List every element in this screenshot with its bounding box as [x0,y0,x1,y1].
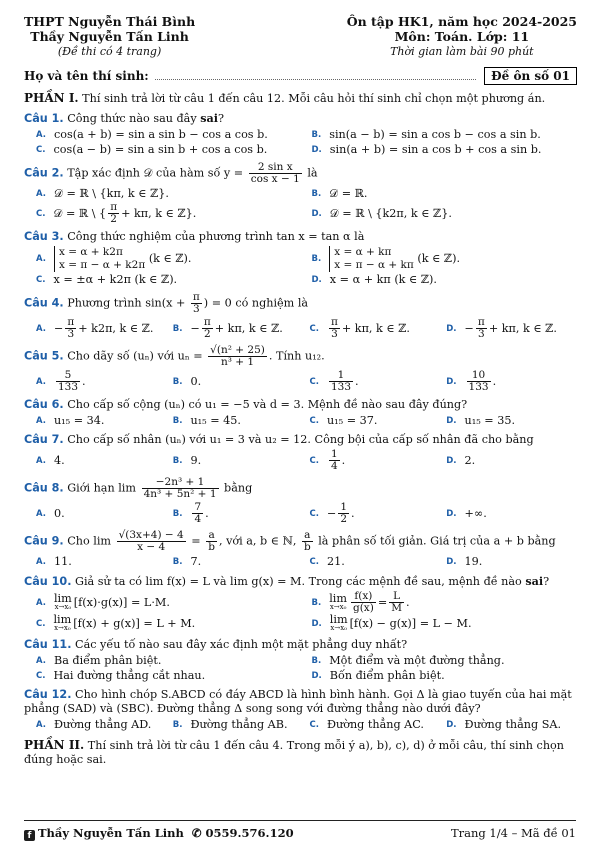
option-b[interactable]: B. − $\frac{\pi}{2}$ + kπ, k ∈ ℤ. [172,316,283,340]
part-2-instruction: PHẦN II. Thí sinh trả lời từ câu 1 đến câu 4. Trong mỗi ý a), b), c), d) ở mỗi câu, thí sinh chọn đúng hoặc sai. [24,738,564,766]
option-c[interactable]: C. $\frac{\pi}{3}$ + kπ, k ∈ ℤ. [309,316,410,340]
question-9-options [24,555,577,569]
option-c[interactable]: C. 𝒟 = ℝ \ { $\frac{\pi}{2}$ + kπ, k ∈ ℤ}. [36,201,197,225]
footer-author: f Thầy Nguyễn Tấn Linh ✆ 0559.576.120 [24,826,294,841]
name-label: Họ và tên thí sinh: [24,69,149,83]
option-a[interactable]: A. 11. [36,555,72,568]
name-field[interactable] [155,69,476,80]
option-d[interactable]: D. Bốn điểm phân biệt. [311,669,445,682]
option-c[interactable]: C. lim x→x₀ [f(x) + g(x)] = L + M. [36,613,196,632]
option-b[interactable]: B. sin(a − b) = sin a cos b − cos a sin b. [311,128,541,141]
question-8-options [24,502,577,525]
option-a[interactable]: A. cos(a + b) = sin a sin b − cos a cos b. [36,128,268,141]
option-c[interactable]: C. Hai đường thẳng cắt nhau. [36,669,206,682]
question-6: Câu 6. Cho cấp số cộng (uₙ) có u₁ = −5 và d = 3. Mệnh đề nào sau đây đúng? A. u₁₅ = 34. B. u₁₅ = 45. C. u₁₅ = 37. D. u₁₅ = 35. [24,398,577,428]
option-a[interactable]: A. $\frac{5}{133}$ . [36,369,86,393]
question-11-options [24,654,577,683]
option-d[interactable]: D. $\frac{10}{133}$ . [446,369,497,393]
option-b[interactable]: B. Một điểm và một đường thẳng. [311,654,505,667]
option-d[interactable]: D. 19. [446,555,483,568]
question-8: Câu 8. Giới hạn lim $\frac{\text{−2n³ + 1}}{\text{4n³ + 5n² + 1}}$ bằng A. 0. B. $\frac{7}{4}$ . C. − $\frac{1}{2}$ . D. +∞. [24,477,577,525]
header-right [347,14,577,59]
option-d[interactable]: D. lim x→x₀ [f(x) − g(x)] = L − M. [311,613,472,632]
teacher-name: Thầy Nguyễn Tấn Linh [30,29,189,44]
part-1-instruction: PHẦN I. Thí sinh trả lời từ câu 1 đến câu 12. Mỗi câu hỏi thí sinh chỉ chọn một phương án. [24,91,546,105]
option-a[interactable]: A. 4. [36,453,65,467]
option-c[interactable]: C. $\frac{1}{133}$ . [309,369,359,393]
question-12: Câu 12. Cho hình chóp S.ABCD có đáy ABCD là hình bình hành. Gọi Δ là giao tuyến của hai mặt phẳng (SAD) và (SBC). Đường thẳng Δ song song với đường thẳng nào dưới đây? A. Đường thẳng AD. B. Đường thẳng AB. C. Đường thẳng AC. D. Đường thẳng SA. [24,688,577,732]
option-b[interactable]: B. lim x→x₀ $\frac{f(x)}{g(x)}$ = $\frac{L}{M}$ . [311,590,410,614]
option-d[interactable]: D. sin(a + b) = sin a cos b + cos a sin b. [311,143,542,156]
option-c[interactable]: C. x = ±α + k2π (k ∈ ℤ). [36,273,178,286]
pages-note: (Đề thi có 4 trang) [57,45,162,58]
option-b[interactable]: B. 7. [172,555,202,568]
footer [24,820,576,841]
question-3-options [24,246,577,287]
question-12-options [24,718,577,732]
question-10: Câu 10. Giả sử ta có lim f(x) = L và lim g(x) = M. Trong các mệnh đề sau, mệnh đề nào sai? A. lim x→x₀ [f(x)·g(x)] = L·M. B. lim x→x₀ $\frac{f(x)}{g(x)}$ = $\frac{L}{M}$ . C. lim x→x₀ [f(x) + g(x)] = L + M. D. lim x→x₀ [f(x) − g(x)] = L − M. [24,574,577,633]
option-a[interactable]: A. Đường thẳng AD. [36,718,152,731]
question-5-options [24,370,577,393]
option-a[interactable]: A. u₁₅ = 34. [36,414,105,427]
option-d[interactable]: D. u₁₅ = 35. [446,414,515,427]
phone-number: ✆ 0559.576.120 [191,826,294,840]
option-c[interactable]: C. $\frac{1}{4}$ . [309,448,346,472]
question-10-options [24,591,577,633]
question-1-options [24,128,577,157]
option-b[interactable]: B. $\frac{7}{4}$ . [172,501,209,525]
option-a[interactable]: A. 𝒟 = ℝ \ {kπ, k ∈ ℤ}. [36,187,169,200]
option-a[interactable]: A. − $\frac{\pi}{3}$ + k2π, k ∈ ℤ. [36,316,154,340]
option-a[interactable]: A. x = α + k2π x = π − α + k2π (k ∈ ℤ). [36,246,192,271]
option-d[interactable]: D. Đường thẳng SA. [446,718,562,731]
question-9: Câu 9. Cho lim $\frac{√(3x+4) - 4}{x - 4}$ = $\frac{a}{b}$ , với a, b ∈ ℕ, $\frac{a}{b}$ là phân số tối giản. Giá trị của a + b bằng A. 11. B. 7. C. 21. D. 19. [24,530,577,569]
question-4-options [24,317,577,340]
exam-page [24,14,577,767]
name-row [24,67,577,85]
facebook-icon: f [24,830,35,841]
header-left [24,14,195,59]
option-a[interactable]: A. lim x→x₀ [f(x)·g(x)] = L·M. [36,591,170,611]
exam-title: Ôn tập HK1, năm học 2024-2025 [346,14,577,29]
page-number: Trang 1/4 – Mã đề 01 [450,826,576,840]
option-b[interactable]: B. Đường thẳng AB. [172,718,288,731]
option-a[interactable]: A. Ba điểm phân biệt. [36,654,162,667]
option-c[interactable]: C. u₁₅ = 37. [309,414,378,427]
option-c[interactable]: C. − $\frac{1}{2}$ . [309,501,355,525]
option-c[interactable]: C. cos(a − b) = sin a sin b + cos a cos b. [36,143,268,156]
option-b[interactable]: B. 0. [172,374,202,388]
question-2: Câu 2. Tập xác định 𝒟 của hàm số y = $\frac{\text{2 sin x}}{\text{cos x − 1}}$ là A. 𝒟 = ℝ \ {kπ, k ∈ ℤ}. B. 𝒟 = ℝ. C. 𝒟 = ℝ \ { $\frac{\pi}{2}$ + kπ, k ∈ ℤ}. D. 𝒟 = ℝ \ {k2π, k ∈ ℤ}. [24,162,577,225]
question-2-options [24,187,577,225]
question-7-options [24,449,577,472]
option-c[interactable]: C. 21. [309,555,345,568]
question-7: Câu 7. Cho cấp số nhân (uₙ) với u₁ = 3 và u₂ = 12. Công bội của cấp số nhân đã cho bằng A. 4. B. 9. C. $\frac{1}{4}$ . D. 2. [24,433,577,472]
option-c[interactable]: C. Đường thẳng AC. [309,718,424,731]
exam-code-box: Đề ôn số 01 [484,67,577,85]
option-a[interactable]: A. 0. [36,506,65,520]
option-b[interactable]: B. 9. [172,453,202,467]
option-b[interactable]: B. u₁₅ = 45. [172,414,241,427]
exam-time: Thời gian làm bài 90 phút [390,45,534,58]
question-1: Câu 1. Công thức nào sau đây sai? A. cos(a + b) = sin a sin b − cos a cos b. B. sin(a − b) = sin a cos b − cos a sin b. C. cos(a − b) = sin a sin b + cos a cos b. D. sin(a + b) = sin a cos b + cos a sin b. [24,111,577,157]
option-d[interactable]: D. 𝒟 = ℝ \ {k2π, k ∈ ℤ}. [311,206,452,220]
header [24,14,577,59]
question-3: Câu 3. Công thức nghiệm của phương trình tan x = tan α là A. x = α + k2π x = π − α + k2π (k ∈ ℤ). B. x = α + kπ x = π − α + kπ (k ∈ ℤ). C. x = ±α + k2π (k ∈ ℤ). D. x = α + kπ (k ∈ ℤ). [24,230,577,287]
question-4: Câu 4. Phương trình sin(x + $\frac{\pi}{3}$ ) = 0 có nghiệm là A. − $\frac{\pi}{3}$ + k2π, k ∈ ℤ. B. − $\frac{\pi}{2}$ + kπ, k ∈ ℤ. C. $\frac{\pi}{3}$ + kπ, k ∈ ℤ. D. − $\frac{\pi}{3}$ + kπ, k ∈ ℤ. [24,292,577,340]
question-6-options [24,414,577,428]
option-d[interactable]: D. x = α + kπ (k ∈ ℤ). [311,273,437,286]
question-5: Câu 5. Cho dãy số (uₙ) với uₙ = $\frac{\text{√(n² + 25)}}{\text{n³ + 1}}$ . Tính u₁₂. A. $\frac{5}{133}$ . B. 0. C. $\frac{1}{133}$ . D. $\frac{10}{133}$ . [24,345,577,393]
option-d[interactable]: D. +∞. [446,506,487,520]
option-b[interactable]: B. 𝒟 = ℝ. [311,187,368,200]
subject: Môn: Toán. Lớp: 11 [394,29,530,44]
school-name: THPT Nguyễn Thái Bình [24,14,196,29]
option-d[interactable]: D. 2. [446,453,476,467]
option-b[interactable]: B. x = α + kπ x = π − α + kπ (k ∈ ℤ). [311,246,461,271]
question-11: Câu 11. Các yếu tố nào sau đây xác định một mặt phẳng duy nhất? A. Ba điểm phân biệt. B. Một điểm và một đường thẳng. C. Hai đường thẳng cắt nhau. D. Bốn điểm phân biệt. [24,638,577,683]
option-d[interactable]: D. − $\frac{\pi}{3}$ + kπ, k ∈ ℤ. [446,316,557,340]
